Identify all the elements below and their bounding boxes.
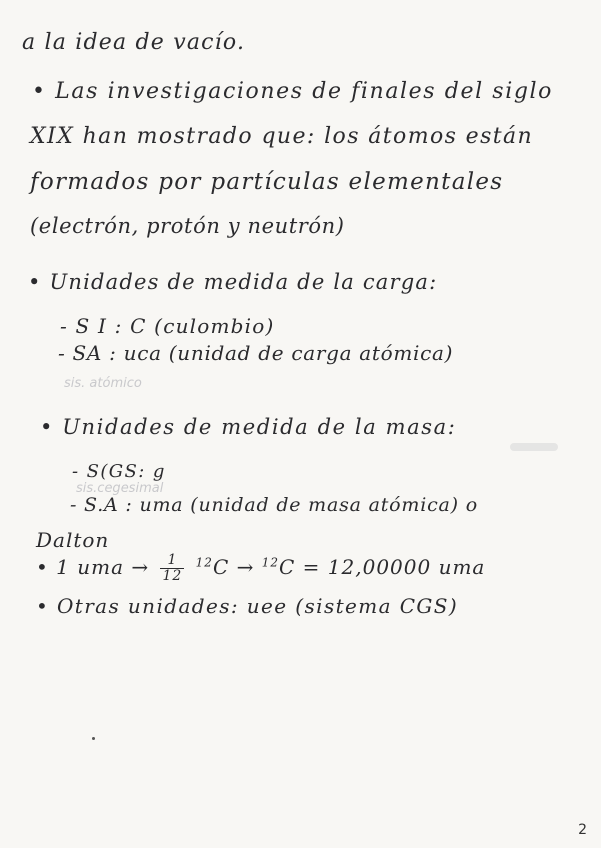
note-line-9: • Unidades de medida de la masa: [40,415,457,439]
note-line-12: Dalton [36,528,110,552]
note-line-14: • Otras unidades: uee (sistema CGS) [36,594,459,618]
note-line-10: - S(GS: g [72,461,166,482]
carbon-mass-number-2: 12 [261,555,280,570]
uma-equation-start: • 1 uma → [36,555,150,579]
note-line-8: - SA : uca (unidad de carga atómica) [58,341,454,365]
note-line-5: (electrón, protón y neutrón) [30,214,345,238]
note-line-11: - S.A : uma (unidad de masa atómica) o [70,494,478,516]
ink-smudge [510,443,558,451]
ghost-text-sis-atomico: sis. atómico [64,376,142,391]
note-line-4: formados por partículas elementales [30,169,504,195]
fraction-one-twelfth [160,553,184,584]
note-line-7: - S I : C (culombio) [60,314,275,338]
fraction-numerator: 1 [160,553,184,569]
uma-equation-middle: C → [212,555,255,579]
ghost-text-sis-cegesimal: sis.cegesimal [76,481,164,496]
note-line-13 [36,553,485,584]
note-line-1: a la idea de vacío. [22,30,246,55]
uma-equation-end: C = 12,00000 uma [279,555,486,579]
fraction-denominator: 12 [162,568,183,584]
stray-ink-dot [92,737,95,740]
note-line-2: • Las investigaciones de finales del siglo [32,79,553,104]
page-number: 2 [578,822,587,838]
carbon-mass-number-1: 12 [195,555,213,570]
note-line-3: XIX han mostrado que: los átomos están [30,124,534,149]
note-line-6: • Unidades de medida de la carga: [28,270,438,294]
